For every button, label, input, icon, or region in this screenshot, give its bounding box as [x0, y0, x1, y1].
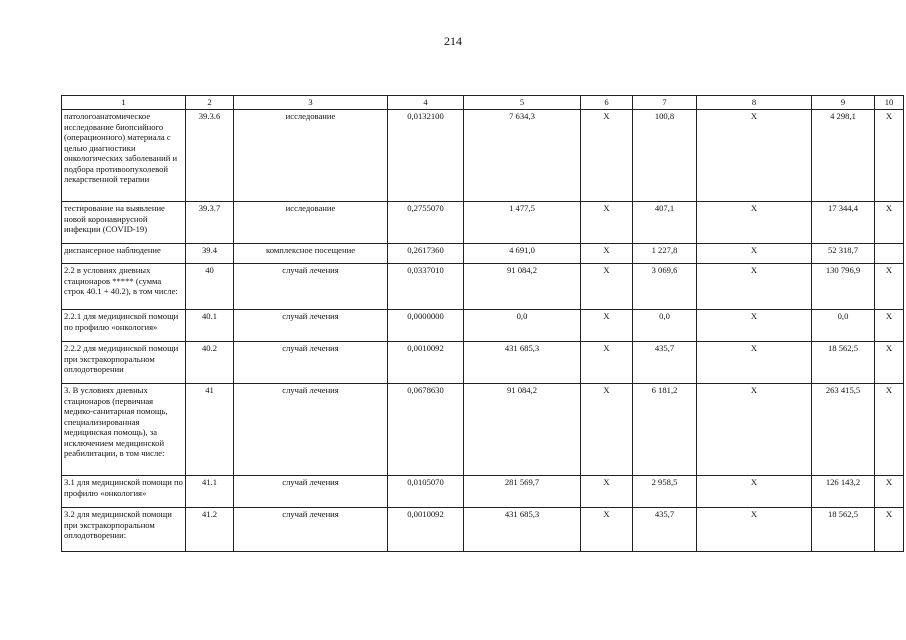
row-col10-cell: X [875, 110, 904, 202]
header-cell: 2 [186, 96, 234, 110]
row-unit-cell: исследование [234, 202, 388, 244]
table-row [62, 384, 904, 476]
row-col10-cell: X [875, 476, 904, 508]
header-cell: 3 [234, 96, 388, 110]
row-code-cell: 41.1 [186, 476, 234, 508]
row-col6-cell: X [581, 264, 633, 310]
row-col8-cell: X [697, 384, 812, 476]
row-code-cell: 40.2 [186, 342, 234, 384]
row-col8-cell: X [697, 202, 812, 244]
row-col8-cell: X [697, 264, 812, 310]
row-col8-cell: X [697, 310, 812, 342]
table-row [62, 310, 904, 342]
row-col10-cell: X [875, 202, 904, 244]
row-col6-cell: X [581, 202, 633, 244]
row-name-cell: 3.1 для медицинской помощи по профилю «онкология» [62, 476, 186, 508]
header-cell: 8 [697, 96, 812, 110]
row-col9-cell: 130 796,9 [812, 264, 875, 310]
row-name-cell: диспансерное наблюдение [62, 244, 186, 264]
row-cost-cell: 4 691,0 [464, 244, 581, 264]
row-cost-cell: 431 685,3 [464, 342, 581, 384]
header-cell: 9 [812, 96, 875, 110]
row-name-cell: тестирование на выявление новой коронавирусной инфекции (COVID-19) [62, 202, 186, 244]
data-table [61, 95, 904, 552]
row-col7-cell: 435,7 [633, 508, 697, 552]
row-norm-cell: 0,0337010 [388, 264, 464, 310]
row-cost-cell: 91 084,2 [464, 384, 581, 476]
row-norm-cell: 0,2755070 [388, 202, 464, 244]
table-row [62, 244, 904, 264]
row-col10-cell: X [875, 264, 904, 310]
row-col7-cell: 407,1 [633, 202, 697, 244]
row-col7-cell: 3 069,6 [633, 264, 697, 310]
row-norm-cell: 0,0000000 [388, 310, 464, 342]
row-col7-cell: 1 227,8 [633, 244, 697, 264]
header-cell: 5 [464, 96, 581, 110]
row-col7-cell: 435,7 [633, 342, 697, 384]
row-norm-cell: 0,0132100 [388, 110, 464, 202]
row-code-cell: 40.1 [186, 310, 234, 342]
row-name-cell: 2.2.1 для медицинской помощи по профилю «онкология» [62, 310, 186, 342]
row-cost-cell: 1 477,5 [464, 202, 581, 244]
row-col6-cell: X [581, 384, 633, 476]
row-cost-cell: 91 084,2 [464, 264, 581, 310]
row-norm-cell: 0,0678630 [388, 384, 464, 476]
row-col7-cell: 0,0 [633, 310, 697, 342]
row-col10-cell: X [875, 508, 904, 552]
row-col9-cell: 126 143,2 [812, 476, 875, 508]
row-name-cell: 2.2 в условиях дневных стационаров ***** (сумма строк 40.1 + 40.2), в том числе: [62, 264, 186, 310]
row-col8-cell: X [697, 476, 812, 508]
row-code-cell: 39.3.7 [186, 202, 234, 244]
row-unit-cell: случай лечения [234, 264, 388, 310]
row-code-cell: 39.3.6 [186, 110, 234, 202]
row-cost-cell: 281 569,7 [464, 476, 581, 508]
row-col6-cell: X [581, 110, 633, 202]
table-row [62, 342, 904, 384]
row-name-cell: 3. В условиях дневных стационаров (первичная медико-санитарная помощь, специализированная медицинская помощь), за исключением медицинской реабилитации, в том числе: [62, 384, 186, 476]
row-col6-cell: X [581, 244, 633, 264]
page-number: 214 [444, 34, 462, 48]
row-col7-cell: 100,8 [633, 110, 697, 202]
row-col10-cell [875, 244, 904, 264]
row-col9-cell: 4 298,1 [812, 110, 875, 202]
row-col9-cell: 18 562,5 [812, 342, 875, 384]
header-row [62, 96, 904, 110]
row-col9-cell: 52 318,7 [812, 244, 875, 264]
row-col9-cell: 18 562,5 [812, 508, 875, 552]
row-col8-cell: X [697, 110, 812, 202]
row-col9-cell: 263 415,5 [812, 384, 875, 476]
row-col8-cell: X [697, 342, 812, 384]
row-col7-cell: 2 958,5 [633, 476, 697, 508]
header-cell: 7 [633, 96, 697, 110]
row-col6-cell: X [581, 476, 633, 508]
row-col9-cell: 0,0 [812, 310, 875, 342]
row-norm-cell: 0,0010092 [388, 508, 464, 552]
row-unit-cell: случай лечения [234, 342, 388, 384]
row-col7-cell: 6 181,2 [633, 384, 697, 476]
row-col8-cell: X [697, 508, 812, 552]
row-code-cell: 40 [186, 264, 234, 310]
row-name-cell: патологоанатомическое исследование биопсийного (операционного) материала с целью диагностики онкологических заболеваний и подбора противоопухолевой лекарственной терапии [62, 110, 186, 202]
row-norm-cell: 0,0010092 [388, 342, 464, 384]
header-cell: 4 [388, 96, 464, 110]
header-cell: 10 [875, 96, 904, 110]
table-row [62, 110, 904, 202]
row-unit-cell: случай лечения [234, 508, 388, 552]
row-name-cell: 3.2 для медицинской помощи при экстракорпоральном оплодотворении: [62, 508, 186, 552]
table-row [62, 476, 904, 508]
table-row [62, 202, 904, 244]
row-code-cell: 41.2 [186, 508, 234, 552]
row-col6-cell: X [581, 342, 633, 384]
header-cell: 1 [62, 96, 186, 110]
row-norm-cell: 0,0105070 [388, 476, 464, 508]
row-cost-cell: 431 685,3 [464, 508, 581, 552]
row-col6-cell: X [581, 508, 633, 552]
row-norm-cell: 0,2617360 [388, 244, 464, 264]
row-col10-cell: X [875, 384, 904, 476]
row-code-cell: 41 [186, 384, 234, 476]
row-cost-cell: 7 634,3 [464, 110, 581, 202]
row-col6-cell: X [581, 310, 633, 342]
row-col10-cell: X [875, 310, 904, 342]
row-code-cell: 39.4 [186, 244, 234, 264]
row-name-cell: 2.2.2 для медицинской помощи при экстракорпоральном оплодотворении [62, 342, 186, 384]
row-col9-cell: 17 344,4 [812, 202, 875, 244]
row-col8-cell: X [697, 244, 812, 264]
row-unit-cell: случай лечения [234, 310, 388, 342]
row-col10-cell: X [875, 342, 904, 384]
row-cost-cell: 0,0 [464, 310, 581, 342]
row-unit-cell: исследование [234, 110, 388, 202]
table-row [62, 264, 904, 310]
row-unit-cell: случай лечения [234, 384, 388, 476]
header-cell: 6 [581, 96, 633, 110]
table-row [62, 508, 904, 552]
row-unit-cell: случай лечения [234, 476, 388, 508]
row-unit-cell: комплексное посещение [234, 244, 388, 264]
